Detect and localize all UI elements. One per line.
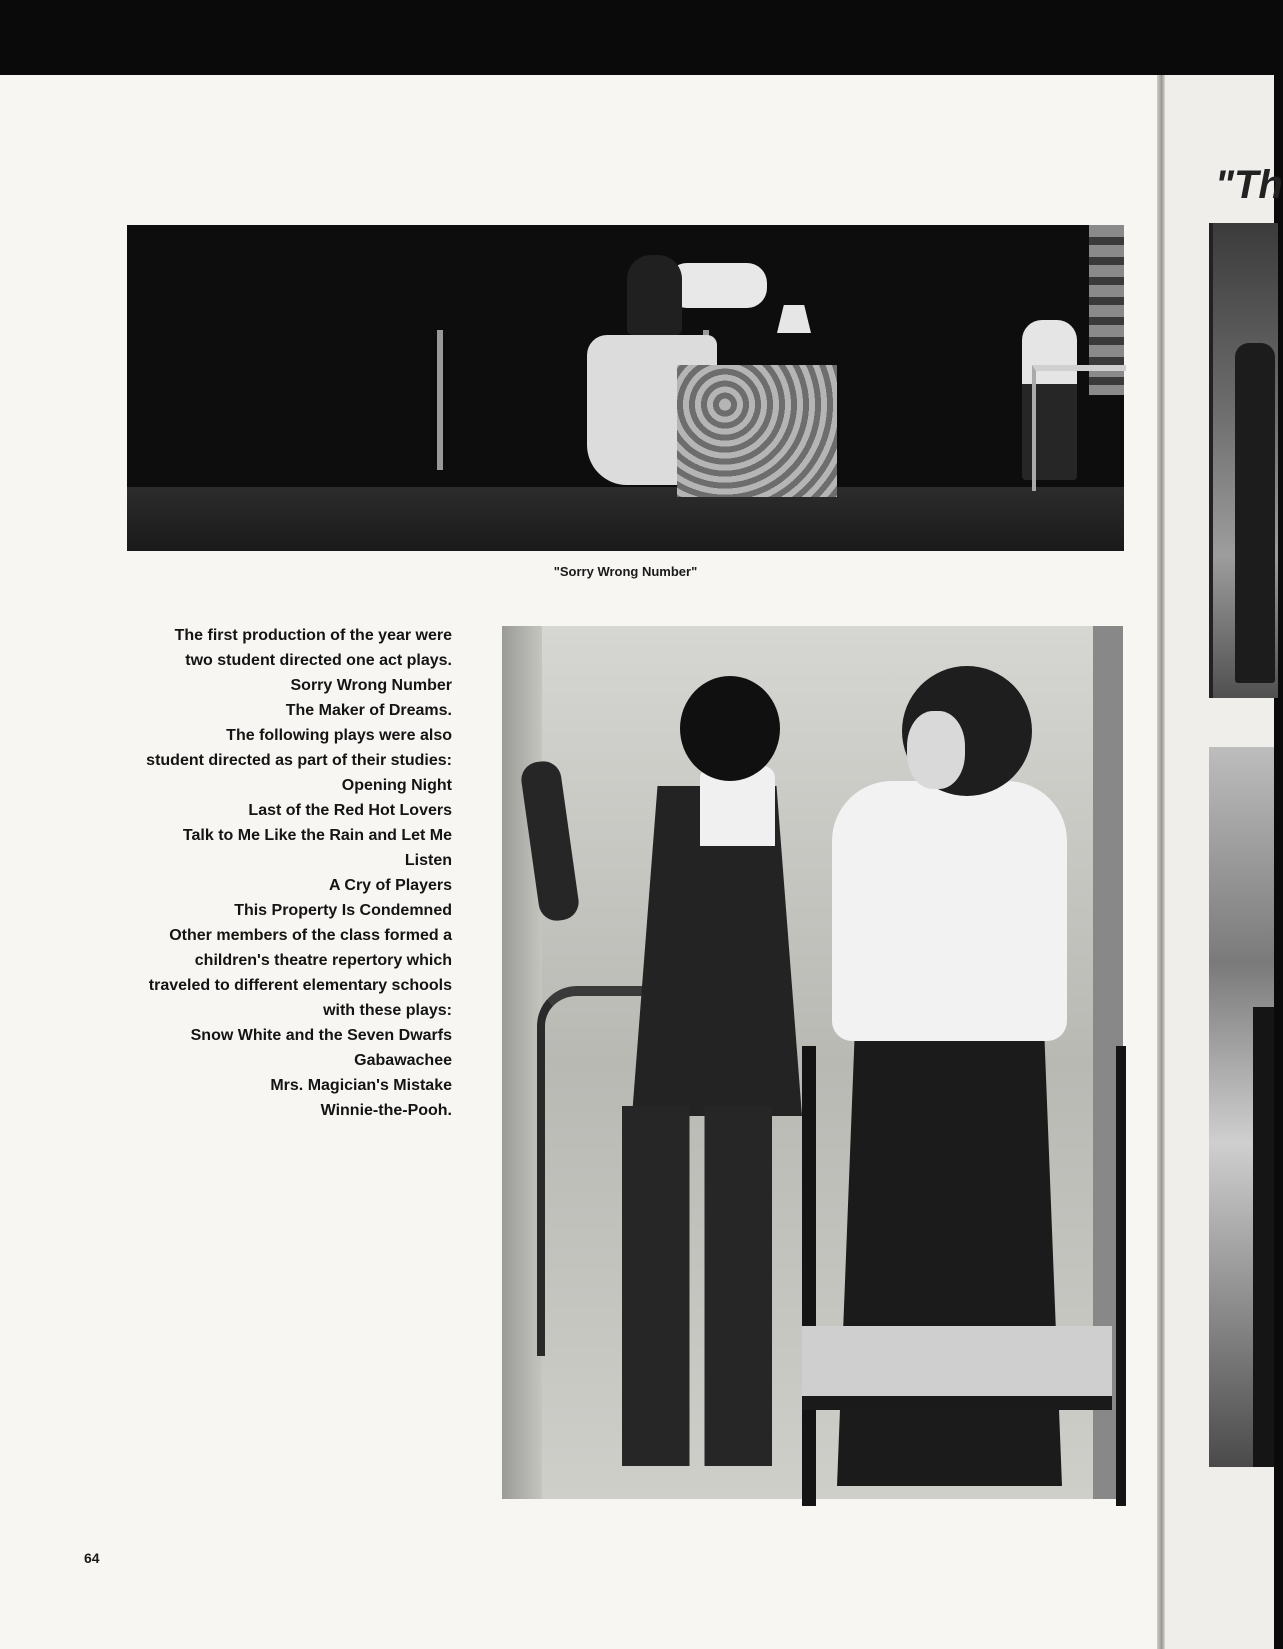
desk xyxy=(1032,365,1126,491)
actor-in-bed xyxy=(627,255,682,335)
body-line: children's theatre repertory which xyxy=(194,952,452,969)
body-line: Gabawachee xyxy=(354,1052,452,1069)
body-line: Winnie-the-Pooh. xyxy=(320,1102,452,1119)
next-page-figure xyxy=(1235,343,1275,683)
actress-blouse xyxy=(832,781,1067,1041)
foreground-chair xyxy=(802,1046,1126,1506)
body-line: Talk to Me Like the Rain and Let Me xyxy=(182,827,452,844)
next-page-photo-top xyxy=(1209,223,1278,698)
body-line: Mrs. Magician's Mistake xyxy=(270,1077,452,1094)
body-line: Opening Night xyxy=(341,777,452,794)
body-line: Sorry Wrong Number xyxy=(290,677,452,694)
body-text xyxy=(100,623,452,1123)
actor-legs xyxy=(622,1106,772,1466)
wall xyxy=(502,626,542,1499)
chair-seat xyxy=(802,1326,1112,1410)
body-line: The first production of the year were xyxy=(174,627,452,644)
body-line: This Property Is Condemned xyxy=(234,902,452,919)
next-page-photo-bottom xyxy=(1209,747,1274,1467)
body-line: The Maker of Dreams. xyxy=(285,702,452,719)
page-gutter xyxy=(1157,75,1165,1649)
page-number: 64 xyxy=(84,1550,100,1566)
body-line: Other members of the class formed a xyxy=(169,927,452,944)
actor-head xyxy=(680,676,780,781)
body-line: with these plays: xyxy=(323,1002,452,1019)
stage-photo-caption: "Sorry Wrong Number" xyxy=(553,564,698,579)
body-line: Last of the Red Hot Lovers xyxy=(248,802,452,819)
next-page-title: "Th xyxy=(1215,163,1283,207)
actors-photo xyxy=(502,626,1123,1499)
bedside-table xyxy=(677,365,837,497)
body-line: Listen xyxy=(404,852,452,869)
body-line: The following plays were also xyxy=(226,727,452,744)
body-line: student directed as part of their studies: xyxy=(146,752,452,769)
stage-floor xyxy=(127,487,1124,551)
pillow xyxy=(667,263,767,308)
yearbook-page-right xyxy=(1165,75,1283,1649)
body-line: Snow White and the Seven Dwarfs xyxy=(190,1027,452,1044)
body-line: A Cry of Players xyxy=(328,877,452,894)
lamp xyxy=(777,305,811,333)
actress-face xyxy=(907,711,965,789)
next-page-figure xyxy=(1253,1007,1274,1467)
body-line: traveled to different elementary schools xyxy=(148,977,452,994)
body-line: two student directed one act plays. xyxy=(185,652,452,669)
stage-photo xyxy=(127,225,1124,551)
